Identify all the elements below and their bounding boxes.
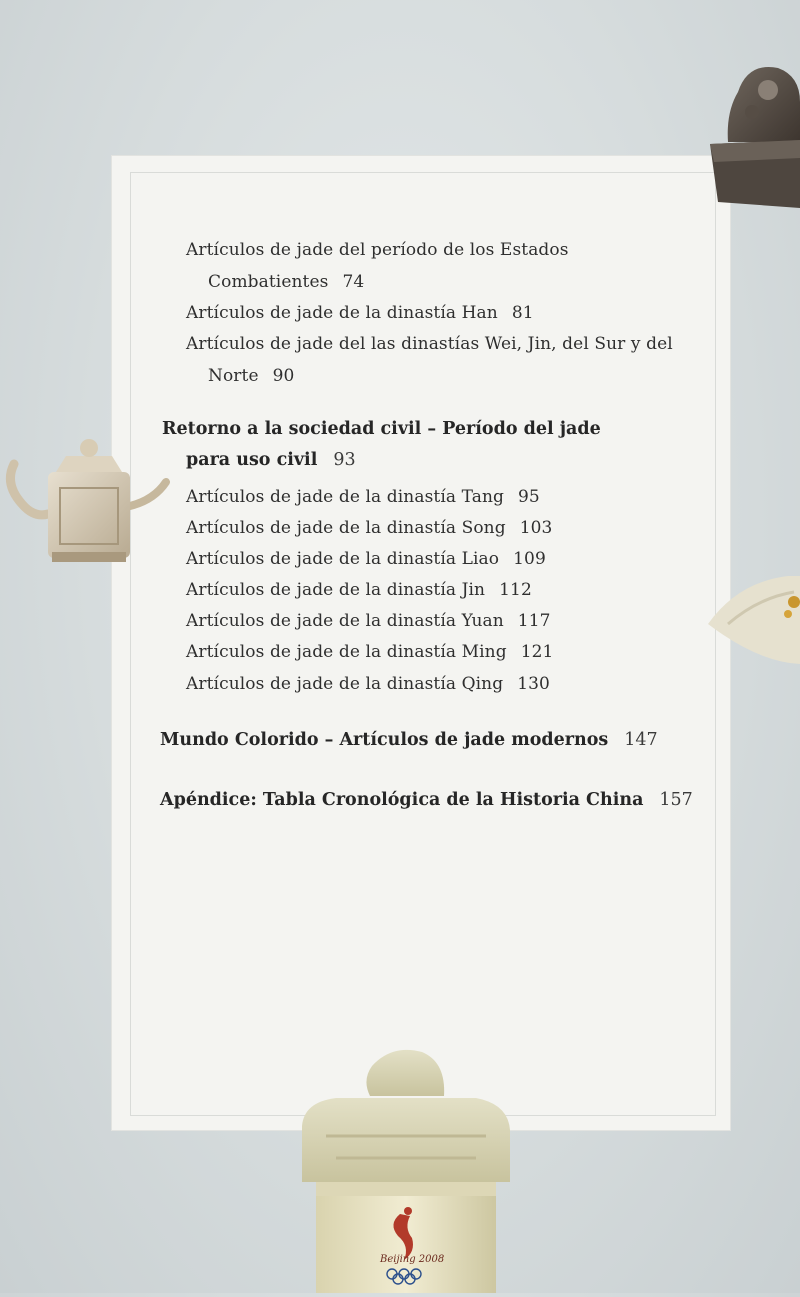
toc-entry-title: Combatientes: [208, 272, 329, 292]
toc-entry-title: Artículos de jade de la dinastía Qing: [186, 674, 504, 694]
toc-entry: [208, 366, 294, 386]
toc-page-number: 117: [517, 611, 551, 631]
toc-page-number: 81: [511, 303, 534, 323]
toc-page-number: 95: [517, 487, 540, 507]
toc-page-number: 93: [333, 450, 356, 470]
toc-page-number: 130: [517, 674, 550, 694]
toc-page-number: 121: [520, 642, 554, 662]
toc-section-heading: [162, 419, 601, 439]
toc-entry: [208, 272, 364, 292]
jade-seal-icon: [708, 62, 800, 208]
toc-page-number: 109: [513, 549, 546, 569]
toc-entry-title: Artículos de jade de la dinastía Han: [186, 303, 498, 323]
toc-section-heading: [160, 730, 658, 750]
toc-page-number: 147: [624, 730, 658, 750]
toc-entry: [186, 518, 552, 538]
toc-section-title: para uso civil: [186, 450, 318, 470]
toc-section-heading: [186, 450, 356, 470]
toc-page-number: 112: [499, 580, 532, 600]
jade-pendant-icon: [708, 572, 800, 672]
toc-entry: [186, 303, 534, 323]
toc-entry-title: Artículos de jade del período de los Estados: [186, 240, 569, 260]
toc-page-number: 157: [659, 790, 693, 810]
toc-entry: [186, 334, 673, 354]
toc-section-heading: [160, 790, 693, 810]
toc-section-title: Mundo Colorido – Artículos de jade modernos: [160, 730, 609, 750]
olympic-logo-text: Beijing 2008: [380, 1254, 445, 1265]
jade-teapot-icon: [4, 434, 172, 564]
toc-page-number: 103: [519, 518, 553, 538]
toc-entry: [186, 487, 540, 507]
toc-entry-title: Artículos de jade de la dinastía Liao: [186, 549, 500, 569]
toc-section-title: Retorno a la sociedad civil – Período del jade: [162, 419, 601, 439]
toc-entry-title: Artículos de jade de la dinastía Song: [186, 518, 506, 538]
toc-entry: [186, 674, 550, 694]
toc-entry-title: Artículos de jade de la dinastía Jin: [186, 580, 486, 600]
toc-section-title: Apéndice: Tabla Cronológica de la Historia China: [160, 790, 644, 810]
toc-entry: [186, 611, 551, 631]
toc-entry-title: Artículos de jade de la dinastía Tang: [186, 487, 504, 507]
toc-entry-title: Artículos de jade de la dinastía Ming: [186, 642, 507, 662]
toc-entry-title: Artículos de jade del las dinastías Wei, Jin, del Sur y del: [186, 334, 673, 354]
toc-entry: [186, 549, 546, 569]
toc-entry: [186, 240, 569, 260]
toc-page-number: 90: [272, 366, 295, 386]
toc-page-number: 74: [342, 272, 365, 292]
toc-entry: [186, 580, 532, 600]
toc-entry-title: Artículos de jade de la dinastía Yuan: [186, 611, 504, 631]
toc-entry-title: Norte: [208, 366, 259, 386]
toc-entry: [186, 642, 553, 662]
